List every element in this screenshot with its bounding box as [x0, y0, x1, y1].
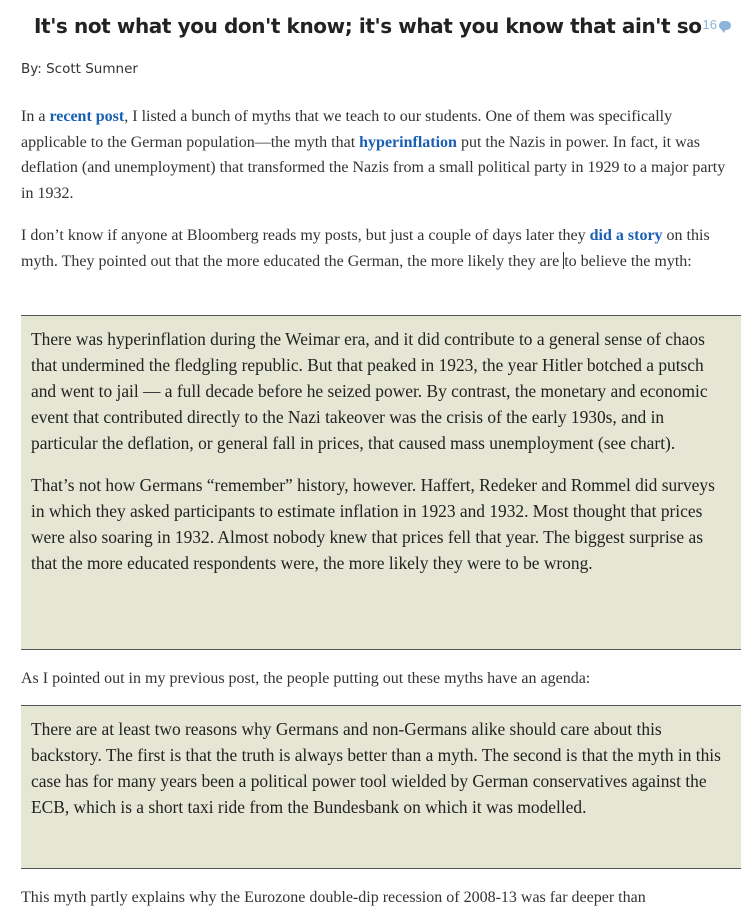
paragraph-text: on this myth. They pointed out that the more educated the German, the more likely they are	[21, 227, 710, 270]
paragraph-bloomberg	[21, 223, 733, 274]
paragraph-text: put the Nazis in power. In fact, it was deflation (and unemployment) that transformed the Nazis from a small political party in 1929 to a major party in 1932.	[21, 133, 726, 202]
paragraph-eurozone: This myth partly explains why the Eurozone double-dip recession of 2008-13 was far deeper than	[21, 889, 646, 906]
blockquote-bloomberg	[21, 315, 741, 650]
paragraph-text: I don’t know if anyone at Bloomberg reads my posts, but just a couple of days later they	[21, 227, 590, 244]
quote-paragraph: There was hyperinflation during the Weimar era, and it did contribute to a general sense of chaos that undermined the fledgling republic. But that peaked in 1923, the year Hitler botched a putsch and went to jail — a full decade before he seized power. By contrast, the monetary and economic event that contributed directly to the Nazi takeover was the crisis of the early 1930s, and in particular the deflation, or general fall in prices, that caused mass unemployment (see chart).	[31, 329, 708, 453]
hyperinflation-link[interactable]: hyperinflation	[359, 133, 457, 151]
byline: By: Scott Sumner	[21, 61, 138, 77]
post-title: It's not what you don't know; it's what you know that ain't so	[34, 14, 702, 38]
paragraph-agenda: As I pointed out in my previous post, the people putting out these myths have an agenda:	[21, 670, 591, 687]
paragraph-text: to believe the myth:	[564, 252, 692, 270]
quote-paragraph: That’s not how Germans “remember” history, however. Haffert, Redeker and Rommel did surveys in which they asked participants to estimate inflation in 1923 and 1932. Most thought that prices were also soaring in 1932. Almost nobody knew that prices fell that year. The biggest surprise as that the more educated respondents were, the more likely they were to be wrong.	[31, 475, 715, 573]
paragraph-text: , I listed a bunch of myths that we teach to our students. One of them was specifically applicable to the German population—the myth that	[21, 108, 673, 151]
recent-post-link[interactable]: recent post	[49, 108, 125, 125]
paragraph-intro	[21, 104, 733, 206]
quote-paragraph: There are at least two reasons why Germans and non-Germans alike should care about this backstory. The first is that the truth is always better than a myth. The second is that the myth in this case has for many years been a political power tool wielded by German conservatives against the ECB, which is a short taxi ride from the Bundesbank on which it was modelled.	[31, 719, 721, 817]
did-a-story-link[interactable]: did a story	[589, 227, 663, 244]
blockquote-ecb	[21, 705, 741, 869]
comment-count-link[interactable]	[703, 17, 731, 32]
paragraph-text: In a	[21, 108, 50, 125]
comment-count: 16	[702, 17, 717, 32]
speech-bubble-icon	[719, 21, 731, 30]
